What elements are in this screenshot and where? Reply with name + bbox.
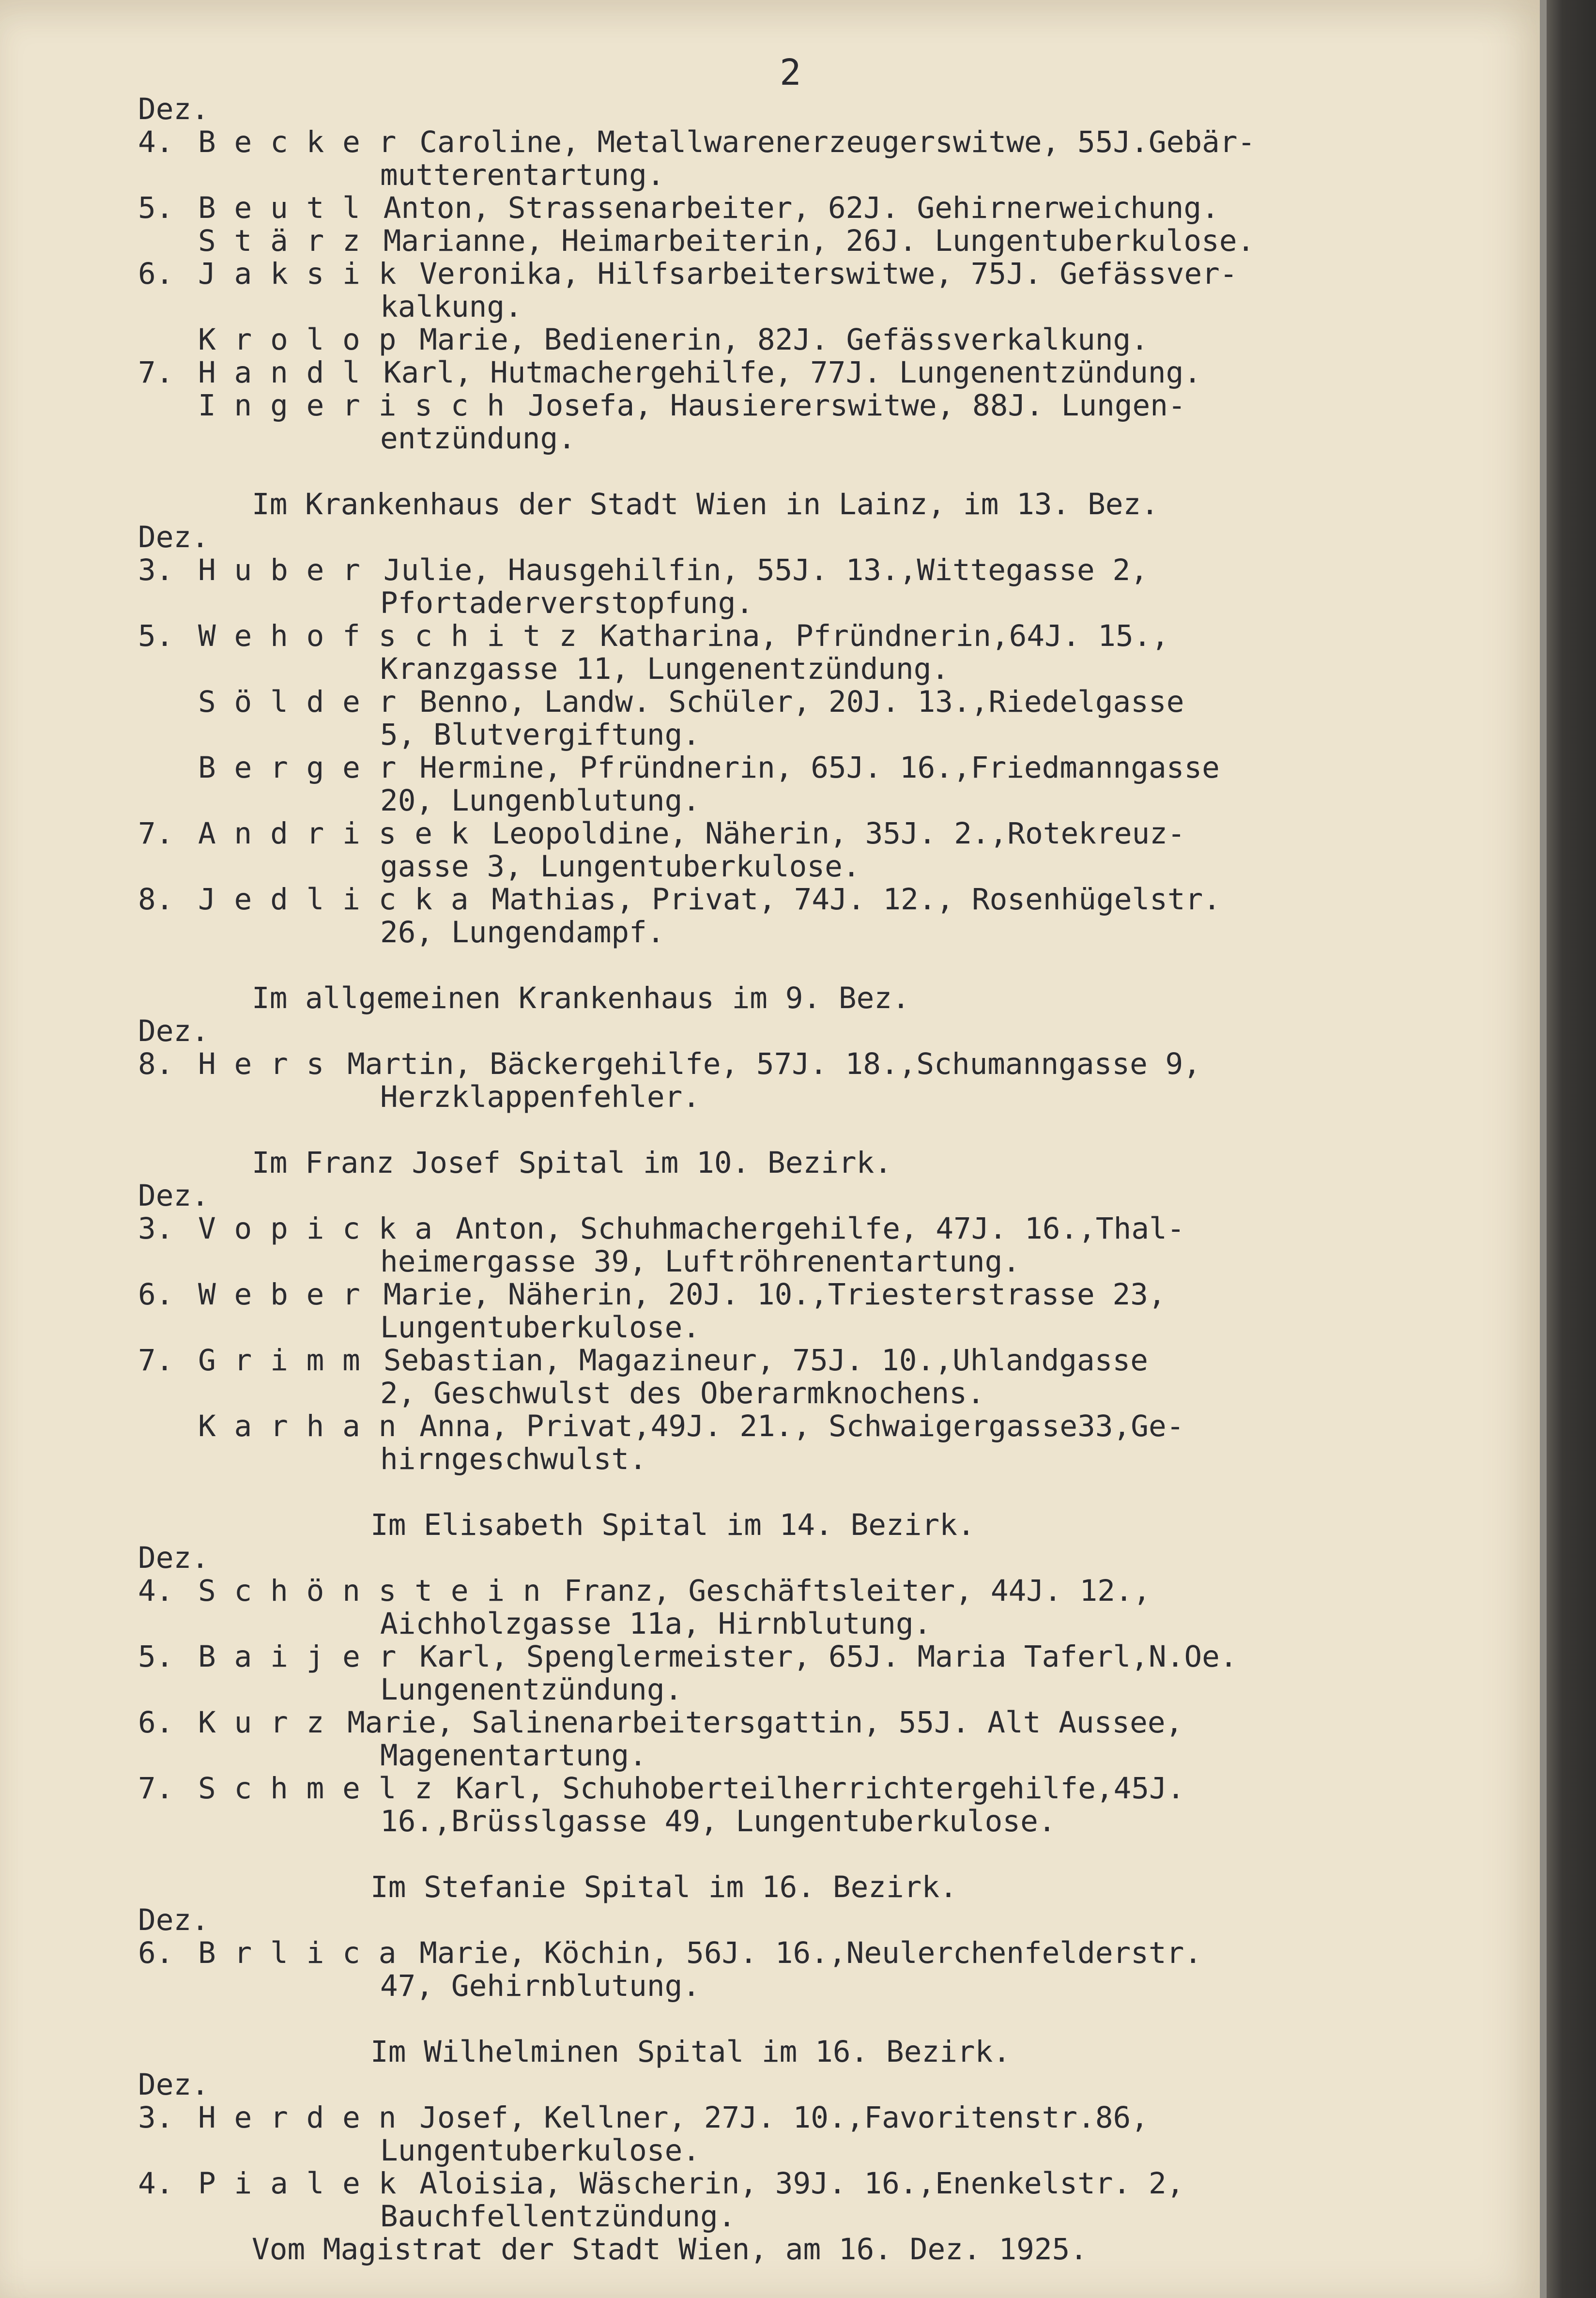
entry-surname: Ingerisch [198,388,523,423]
month-label: Dez. [138,92,209,126]
month-label: Dez. [138,1541,209,1575]
entry-details: Sebastian, Magazineur, 75J. 10.,Uhlandgasse [383,1343,1148,1378]
entry-day: 7. [138,1771,174,1806]
entry-day: 3. [138,2100,174,2135]
section-spacer [138,2003,1436,2036]
entry-day: 3. [138,553,174,587]
register-entry [138,126,1436,159]
entry-details: Veronika, Hilfsarbeiterswitwe, 75J. Gefässver- [419,257,1238,291]
entry-surname: Becker [198,125,415,159]
register-entry [138,356,1436,389]
entry-day: 6. [138,1705,174,1740]
entry-surname: Schmelz [198,1771,451,1806]
entry-details: Marie, Salinenarbeitersgattin, 55J. Alt Aussee, [347,1705,1183,1740]
entry-details: Katharina, Pfründnerin,64J. 15., [600,619,1169,653]
entry-details: Caroline, Metallwarenerzeugerswitwe, 55J.Gebär- [419,125,1256,159]
register-entry [138,1706,1436,1739]
section-heading: Im Elisabeth Spital im 14. Bezirk. [370,1508,975,1542]
entry-surname: Grimm [198,1343,379,1378]
entry-details: Franz, Geschäftsleiter, 44J. 12., [564,1574,1151,1608]
entry-details: Karl, Spenglermeister, 65J. Maria Taferl,N.Oe. [419,1639,1238,1674]
month-label: Dez. [138,1903,209,1937]
entry-surname: Berger [198,751,415,785]
register-entry [138,1278,1436,1311]
entry-surname: Hers [198,1047,343,1081]
entry-details-continued: kalkung. [380,290,522,324]
book-binding [1540,0,1596,2298]
section-spacer [138,1476,1436,1509]
section-spacer [138,1114,1436,1147]
entry-details: Mathias, Privat, 74J. 12., Rosenhügelstr. [491,882,1221,917]
month-label: Dez. [138,2068,209,2102]
entry-details: Benno, Landw. Schüler, 20J. 13.,Riedelgasse [419,685,1184,719]
register-entry [138,817,1436,850]
register-entry [138,686,1436,719]
entry-details-continued: hirngeschwulst. [380,1442,647,1476]
section-heading: Im Krankenhaus der Stadt Wien in Lainz, im 13. Bez. [252,487,1159,521]
entry-day: 4. [138,1574,174,1608]
entry-surname: Vopicka [198,1211,451,1246]
section-spacer [138,949,1436,982]
section-spacer [138,455,1436,488]
entry-details-continued: Herzklappenfehler. [380,1080,701,1114]
register-entry [138,1212,1436,1245]
register-entry [138,620,1436,653]
entry-details: Julie, Hausgehilfin, 55J. 13.,Wittegasse 2, [383,553,1148,587]
entry-details: Marie, Bedienerin, 82J. Gefässverkalkung. [419,322,1149,357]
entry-details-continued: heimergasse 39, Luftröhrenentartung. [380,1244,1021,1279]
entry-day: 5. [138,191,174,225]
entry-details-continued: 16.,Brüsslgasse 49, Lungentuberkulose. [380,1804,1056,1838]
entry-day: 5. [138,619,174,653]
section-spacer [138,1838,1436,1871]
entry-surname: Handl [198,355,379,390]
entry-surname: Kurz [198,1705,343,1740]
entry-details-continued: Lungentuberkulose. [380,2133,701,2168]
entry-surname: Brlica [198,1936,415,1970]
entry-details-continued: Pfortaderverstopfung. [380,586,754,620]
register-entry [138,1410,1436,1443]
entry-day: 8. [138,882,174,917]
entry-day: 8. [138,1047,174,1081]
entry-day: 4. [138,125,174,159]
entry-details: Anton, Schuhmachergehilfe, 47J. 16.,Thal- [455,1211,1185,1246]
register-entry [138,1937,1436,1970]
entry-day: 7. [138,816,174,851]
register-entry [138,2167,1436,2200]
entry-day: 6. [138,1277,174,1312]
entry-details-continued: mutterentartung. [380,158,665,192]
entry-details-continued: Bauchfellentzündung. [380,2199,736,2234]
entry-details: Marianne, Heimarbeiterin, 26J. Lungentuberkulose. [383,224,1255,258]
entry-details: Aloisia, Wäscherin, 39J. 16.,Enenkelstr. 2, [419,2166,1184,2201]
entry-day: 6. [138,257,174,291]
entry-details: Martin, Bäckergehilfe, 57J. 18.,Schumanngasse 9, [347,1047,1201,1081]
entry-details: Marie, Köchin, 56J. 16.,Neulerchenfelderstr. [419,1936,1202,1970]
month-label: Dez. [138,1179,209,1213]
entry-day: 7. [138,355,174,390]
entry-details-continued: 26, Lungendampf. [380,915,665,950]
section-heading: Im allgemeinen Krankenhaus im 9. Bez. [252,981,910,1015]
entry-surname: Wehofschitz [198,619,595,653]
entry-surname: Andrisek [198,816,487,851]
register-entry [138,225,1436,258]
entry-surname: Jaksik [198,257,415,291]
entry-details: Karl, Schuhoberteilherrichtergehilfe,45J. [455,1771,1185,1806]
entry-surname: Beutl [198,191,379,225]
entry-details: Josef, Kellner, 27J. 10.,Favoritenstr.86, [419,2100,1149,2135]
entry-surname: Krolop [198,322,415,357]
entry-details: Karl, Hutmachergehilfe, 77J. Lungenentzündung. [383,355,1202,390]
entry-surname: Jedlicka [198,882,487,917]
entry-surname: Sölder [198,685,415,719]
register-entry [138,554,1436,587]
entry-details: Hermine, Pfründnerin, 65J. 16.,Friedmanngasse [419,751,1220,785]
register-entry [138,389,1436,422]
entry-surname: Baijer [198,1639,415,1674]
page-number: 2 [780,52,801,93]
entry-details: Leopoldine, Näherin, 35J. 2.,Rotekreuz- [491,816,1185,851]
entry-surname: Stärz [198,224,379,258]
entry-details-continued: Kranzgasse 11, Lungenentzündung. [380,652,950,686]
section-heading: Im Franz Josef Spital im 10. Bezirk. [252,1146,892,1180]
entry-details-continued: gasse 3, Lungentuberkulose. [380,849,860,884]
entry-day: 7. [138,1343,174,1378]
entry-details-continued: 20, Lungenblutung. [380,783,701,818]
register-entry [138,1048,1436,1081]
entry-details-continued: entzündung. [380,421,576,456]
death-register-list [138,93,1436,2266]
entry-details: Josefa, Hausiererswitwe, 88J. Lungen- [527,388,1186,423]
entry-surname: Pialek [198,2166,415,2201]
register-entry [138,1344,1436,1377]
section-heading: Im Wilhelminen Spital im 16. Bezirk. [370,2035,1011,2069]
register-entry [138,883,1436,916]
entry-details: Anton, Strassenarbeiter, 62J. Gehirnerweichung. [383,191,1219,225]
register-entry [138,192,1436,225]
register-entry [138,323,1436,356]
footer-signature: Vom Magistrat der Stadt Wien, am 16. Dez. 1925. [252,2232,1088,2267]
register-entry [138,1575,1436,1608]
entry-details-continued: 47, Gehirnblutung. [380,1969,701,2003]
entry-day: 4. [138,2166,174,2201]
register-entry [138,1772,1436,1805]
entry-surname: Huber [198,553,379,587]
register-entry [138,1640,1436,1673]
entry-day: 3. [138,1211,174,1246]
entry-day: 5. [138,1639,174,1674]
entry-details-continued: Magenentartung. [380,1738,647,1773]
register-entry [138,751,1436,784]
entry-day: 6. [138,1936,174,1970]
entry-surname: Herden [198,2100,415,2135]
entry-surname: Schönstein [198,1574,559,1608]
entry-details-continued: Lungenentzündung. [380,1672,683,1707]
entry-details: Marie, Näherin, 20J. 10.,Triesterstrasse 23, [383,1277,1166,1312]
entry-details-continued: Aichholzgasse 11a, Hirnblutung. [380,1607,932,1641]
entry-details-continued: 2, Geschwulst des Oberarmknochens. [380,1376,985,1410]
month-label: Dez. [138,520,209,554]
month-label: Dez. [138,1014,209,1048]
section-heading: Im Stefanie Spital im 16. Bezirk. [370,1870,957,1904]
entry-surname: Karhan [198,1409,415,1443]
register-entry [138,258,1436,291]
entry-details: Anna, Privat,49J. 21., Schwaigergasse33,Ge- [419,1409,1184,1443]
register-entry [138,2101,1436,2134]
entry-details-continued: 5, Blutvergiftung. [380,718,701,752]
entry-surname: Weber [198,1277,379,1312]
entry-details-continued: Lungentuberkulose. [380,1310,701,1345]
